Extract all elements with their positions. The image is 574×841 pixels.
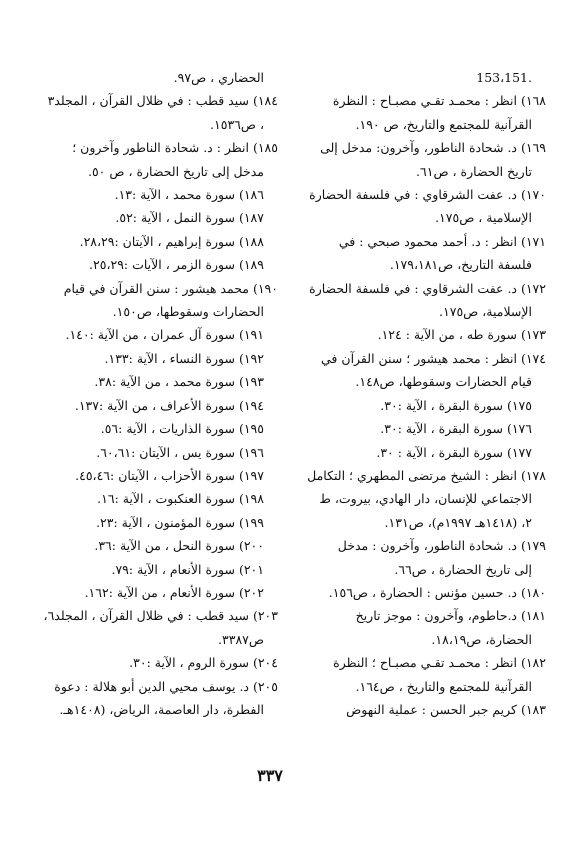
footnote-line: ٢٠٠) سورة النحل ، من الآية :٣٦.	[94, 538, 264, 554]
footnote-line: الإسلامية ، ص١٧٥.	[435, 210, 532, 226]
footnote-line: ٢٠٥) د. يوسف محيي الدين أبو هلالة : دعوة	[54, 678, 278, 694]
footnote-line: ١٦٨) انظر : محمـد تقـي مصبـاح : النظرة	[332, 93, 546, 109]
footnote-line: الفطرة، دار العاصمة، الرياض، (١٤٠٨هـ.	[59, 701, 264, 717]
footnote-line: ص٣٣٨٧.	[218, 631, 264, 647]
footnote-line: ١٨٦) سورة محمد ، الآية :١٣.	[114, 187, 264, 203]
footnote-line: ٢، (١٤١٨هـ ١٩٩٧م)، ص١٣١.	[384, 514, 532, 530]
footnote-line: ١٧٥) سورة البقرة ، الآية :٣٠.	[380, 397, 532, 413]
footnote-line: مدخل إلى تاريخ الحضارة ، ص ٥٠.	[87, 163, 264, 179]
footnotes-left-column	[32, 66, 278, 721]
footnote-line: .153،151	[476, 70, 532, 85]
footnote-line: ٢٠١) سورة الأنعام ، الآية :٧٩.	[111, 561, 264, 577]
footnote-line: ٢٠٢) سورة الأنعام ، من الآية :١٦٢.	[84, 584, 264, 600]
footnote-line: ١٧٧) سورة البقرة ، الآية : ٣٠.	[376, 444, 532, 460]
footnote-line: ١٩٧) سورة الأحزاب ، الآيتان :٤٥،٤٦.	[75, 467, 264, 483]
footnote-line: فلسفة التاريخ، ص١٧٩،١٨١.	[389, 257, 532, 273]
footnote-line: ١٧٤) انظر : محمد هيشور ؛ سنن القرآن في	[321, 350, 546, 366]
footnote-line: ١٩٦) سورة يس ، الآيتان :٦٠،٦١.	[96, 444, 264, 460]
footnote-line: ١٨١) د.حاطوم، وآخرون : موجز تاريخ	[355, 608, 546, 624]
footnote-line: ١٨٩) سورة الزمر ، الآيات :٢٥،٢٩.	[89, 257, 264, 273]
footnote-line: قيام الحضارات وسقوطها، ص١٤٨.	[355, 374, 532, 390]
footnote-line: ١٧٣) سورة طه ، من الآية : ١٢٤.	[377, 327, 546, 343]
footnote-line: ١٩٠) محمد هيشور : سنن القرآن في قيام	[63, 280, 278, 296]
footnote-line: ١٩٨) سورة العنكبوت ، الآية :١٦.	[97, 491, 264, 507]
footnote-line: ١٨٢) انظر : محمـد تقـي مصبـاح ؛ النظرة	[333, 655, 546, 671]
footnote-line: ١٩١) سورة آل عمران ، من الآية :١٤٠.	[65, 327, 264, 343]
page-number: ٣٣٧	[257, 766, 283, 785]
footnote-line: الحضارة، ص١٨،١٩.	[431, 631, 532, 647]
footnote-line: ١٩٣) سورة محمد ، من الآية :٣٨.	[94, 374, 264, 390]
footnote-line: القرآنية للمجتمع والتاريخ، ص ١٩٠.	[355, 116, 532, 132]
footnote-line: الحضاري ، ص٩٧.	[173, 70, 264, 85]
footnote-line: تاريخ الحضارة ، ص٦١.	[416, 163, 532, 179]
footnote-line: ١٨٣) كريم جبر الحسن : عملية النهوض	[346, 701, 546, 717]
footnote-line: ١٩٩) سورة المؤمنون ، الآية :٢٣.	[96, 514, 264, 530]
footnote-line: ١٨٤) سيد قطب : في ظلال القرآن ، المجلد٣	[47, 93, 278, 109]
footnote-line: ١٧٨) انظر : الشيخ مرتضى المطهري ؛ التكامل	[307, 467, 546, 483]
footnote-line: الحضارات وسقوطها، ص١٥٠.	[112, 304, 264, 320]
footnote-line: ١٩٢) سورة النساء ، الآية :١٣٣.	[104, 350, 264, 366]
footnote-line: ١٨٨) سورة إبراهيم ، الآيتان :٢٨،٢٩.	[79, 233, 264, 249]
footnote-line: الاجتماعي للإنسان، دار الهادي، بيروت، ط	[319, 491, 532, 507]
footnote-line: ٢٠٣) سيد قطب : في ظلال القرآن ، المجلد٦،	[43, 608, 278, 624]
footnotes-right-column	[300, 66, 546, 721]
footnote-line: ١٦٩) د. شحادة الناطور، وآخرون: مدخل إلى	[320, 140, 546, 156]
footnote-line: ٢٠٤) سورة الروم ، الآية :٣٠.	[129, 655, 278, 671]
footnote-line: ١٨٧) سورة النمل ، الآية :٥٢.	[115, 210, 264, 226]
footnote-line: ١٩٥) سورة الذاريات ، الآية :٥٦.	[100, 421, 264, 437]
footnote-line: ١٨٠) د. حسين مؤنس : الحضارة ، ص١٥٦.	[328, 584, 546, 600]
footnote-line: القرآنية للمجتمع والتاريخ ، ص١٦٤.	[355, 678, 532, 694]
footnote-line: ١٨٥) انظر : د. شحادة الناطور وآخرون ؛	[72, 140, 278, 156]
footnote-line: ، ص١٥٣٦.	[210, 116, 264, 132]
footnote-line: ١٧٢) د. عفت الشرقاوي : في فلسفة الحضارة	[309, 280, 546, 296]
footnote-line: ١٧٩) د. شحادة الناطور، وآخرون : مدخل	[337, 538, 546, 554]
footnote-line: ١٩٤) سورة الأعراف ، من الآية :١٣٧.	[74, 397, 264, 413]
footnote-line: إلى تاريخ الحضارة ، ص٦٦.	[394, 561, 532, 577]
footnote-line: ١٧٠) د. عفت الشرقاوي : في فلسفة الحضارة	[309, 187, 546, 203]
footnote-line: ١٧١) انظر : د. أحمد محمود صبحي : في	[338, 233, 546, 249]
footnote-line: الإسلامية، ص١٧٥.	[439, 304, 532, 320]
footnote-line: ١٧٦) سورة البقرة ، الآية :٣٠.	[380, 421, 532, 437]
